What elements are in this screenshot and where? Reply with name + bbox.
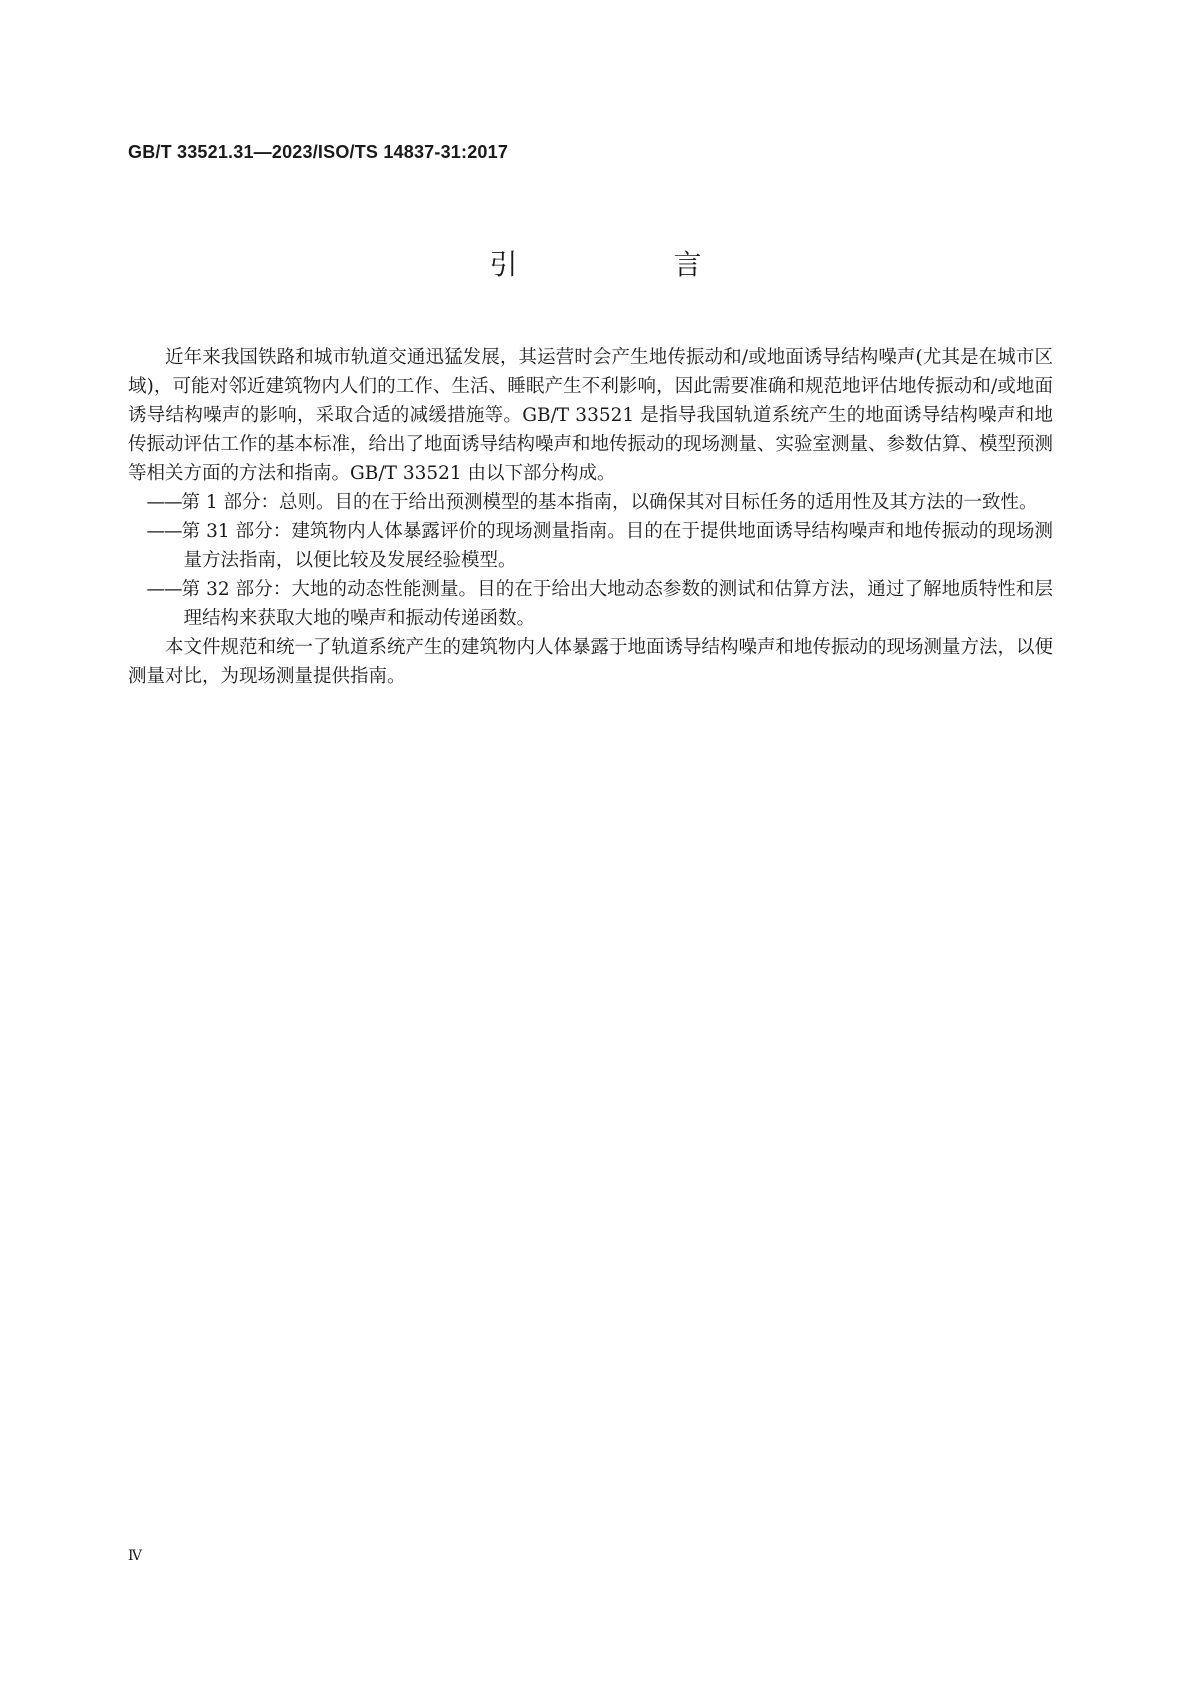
list-item-part-32 xyxy=(128,575,1053,633)
list-dash: —— xyxy=(146,521,182,542)
closing-paragraph: 本文件规范和统一了轨道系统产生的建筑物内人体暴露于地面诱导结构噪声和地传振动的现场测量方法，以便测量对比，为现场测量提供指南。 xyxy=(128,637,1054,687)
page-number: Ⅳ xyxy=(128,1548,142,1564)
page-title: 引 言 xyxy=(489,248,766,281)
list-dash: —— xyxy=(146,579,182,600)
list-item-text: 第 32 部分：大地的动态性能测量。目的在于给出大地动态参数的测试和估算方法，通过了解地质特性和层理结构来获取大地的噪声和振动传递函数。 xyxy=(181,579,1053,629)
intro-paragraph: 近年来我国铁路和城市轨道交通迅猛发展，其运营时会产生地传振动和/或地面诱导结构噪声(尤其是在城市区域)，可能对邻近建筑物内人们的工作、生活、睡眠产生不利影响，因此需要准确和规范地评估地传振动和/或地面诱导结构噪声的影响，采取合适的减缓措施等。GB/T 33521 是指导我国轨道系统产生的地面诱导结构噪声和地传振动评估工作的基本标准，给出了地面诱导结构噪声和地传振动的现场测量、实验室测量、参数估算、模型预测等相关方面的方法和指南。GB/T 33521 由以下部分构成。 xyxy=(128,347,1054,484)
list-item-text: 第 1 部分：总则。目的在于给出预测模型的基本指南，以确保其对目标任务的适用性及其方法的一致性。 xyxy=(181,492,1038,513)
standard-code-header: GB/T 33521.31—2023/ISO/TS 14837-31:2017 xyxy=(128,142,509,162)
body-text xyxy=(128,343,1053,691)
list-item-part-1 xyxy=(128,488,1053,517)
list-item-part-31 xyxy=(128,517,1053,575)
list-dash: —— xyxy=(146,492,182,513)
list-item-text: 第 31 部分：建筑物内人体暴露评价的现场测量指南。目的在于提供地面诱导结构噪声和地传振动的现场测量方法指南，以便比较及发展经验模型。 xyxy=(181,521,1053,571)
